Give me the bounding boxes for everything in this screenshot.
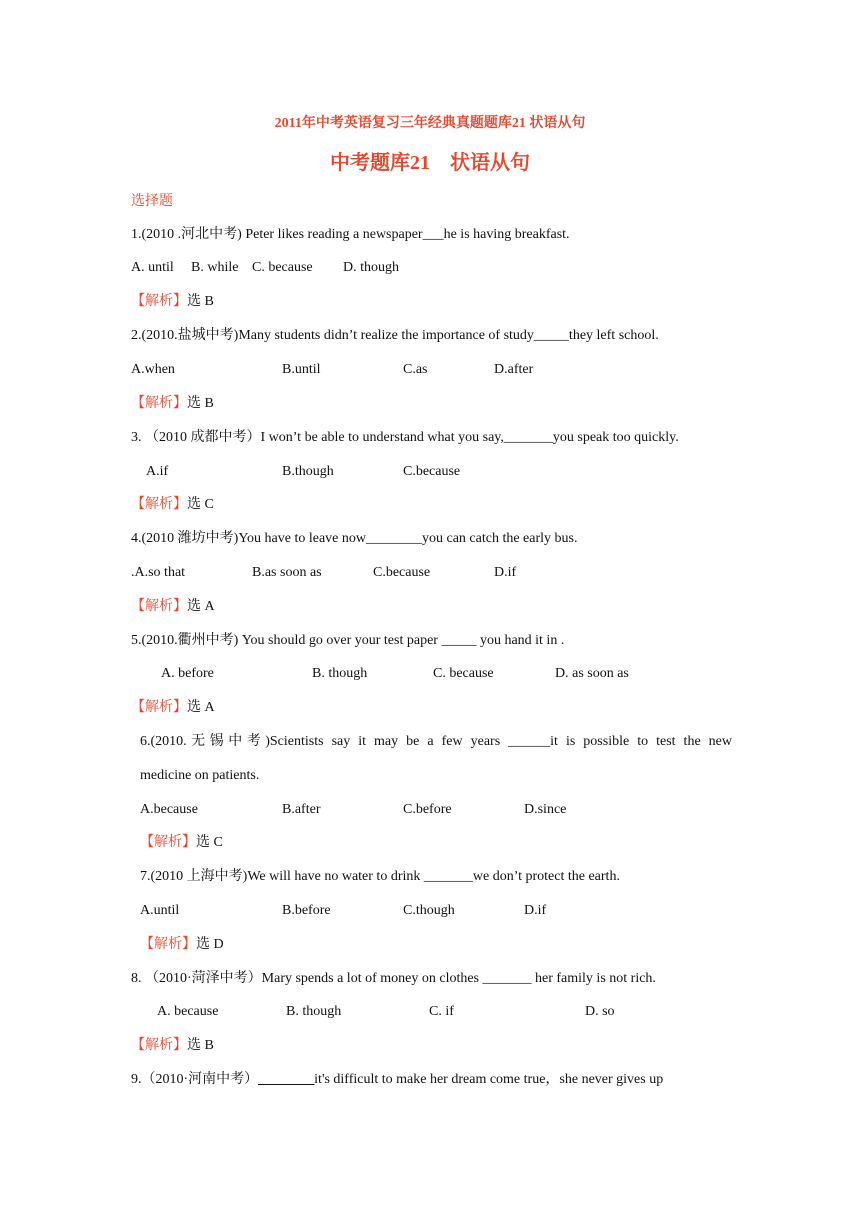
question-9-prefix: 9.（2010·河南中考）: [131, 1072, 259, 1087]
question-2-option-d: D.after: [494, 362, 534, 377]
question-8-option-c: C. if: [429, 1004, 454, 1019]
question-4-option-a: .A.so that: [131, 565, 186, 580]
answer-label: 【解析】: [131, 294, 187, 309]
document-header-title: 2011年中考英语复习三年经典真题题库21 状语从句: [274, 116, 586, 131]
question-1-answer: [131, 293, 214, 311]
answer-label: 【解析】: [140, 937, 196, 952]
answer-text: 选 B: [187, 294, 214, 309]
question-8-option-a: A. because: [157, 1004, 219, 1019]
question-2-stem: 2.(2010.盐城中考)Many students didn’t realize the importance of study_____they left school.: [131, 328, 659, 343]
question-3-option-a: A.if: [146, 464, 169, 479]
answer-label: 【解析】: [140, 835, 196, 850]
question-2-answer: [131, 395, 214, 413]
answer-text: 选 C: [187, 497, 214, 512]
answer-text: 选 D: [196, 937, 224, 952]
question-6-stem-line-1: 6.(2010.无锡中考)Scientists say it may be a few years ______it is possible to test the new: [140, 734, 732, 749]
question-3-option-b: B.though: [282, 464, 334, 479]
question-7-stem: 7.(2010 上海中考)We will have no water to drink _______we don’t protect the earth.: [140, 869, 620, 884]
question-2-option-c: C.as: [403, 362, 428, 377]
question-8-option-d: D. so: [585, 1004, 615, 1019]
question-2-option-a: A.when: [131, 362, 175, 377]
answer-text: 选 B: [187, 1038, 214, 1053]
question-6-stem-line-2: medicine on patients.: [140, 768, 260, 783]
answer-text: 选 B: [187, 396, 214, 411]
question-5-option-c: C. because: [433, 666, 494, 681]
question-1-stem: 1.(2010 .河北中考) Peter likes reading a newspaper___he is having breakfast.: [131, 227, 570, 242]
answer-label: 【解析】: [131, 599, 187, 614]
question-1-option-b: B. while: [191, 260, 239, 275]
question-7-answer: [140, 936, 224, 954]
question-3-answer: [131, 496, 214, 514]
question-7-option-c: C.though: [403, 903, 455, 918]
question-1-option-c: C. because: [252, 260, 313, 275]
question-2-option-b: B.until: [282, 362, 321, 377]
question-4-answer: [131, 598, 215, 616]
answer-text: 选 A: [187, 599, 215, 614]
question-8-stem: 8. （2010·菏泽中考）Mary spends a lot of money on clothes _______ her family is not rich.: [131, 971, 656, 986]
question-4-option-d: D.if: [494, 565, 517, 580]
answer-text: 选 A: [187, 700, 215, 715]
answer-label: 【解析】: [131, 396, 187, 411]
question-6-option-d: D.since: [524, 802, 567, 817]
answer-label: 【解析】: [131, 497, 187, 512]
question-5-option-d: D. as soon as: [555, 666, 629, 681]
question-6-option-b: B.after: [282, 802, 321, 817]
question-3-stem: 3. （2010 成都中考）I won’t be able to understand what you say,_______you speak too quickly.: [131, 430, 679, 445]
question-5-option-a: A. before: [161, 666, 214, 681]
question-7-option-a: A.until: [140, 903, 180, 918]
question-6-answer: [140, 834, 223, 852]
question-4-option-c: C.because: [373, 565, 431, 580]
question-5-answer: [131, 699, 215, 717]
answer-label: 【解析】: [131, 700, 187, 715]
question-7-option-b: B.before: [282, 903, 331, 918]
section-label: 选择题: [131, 194, 173, 209]
question-4-stem: 4.(2010 潍坊中考)You have to leave now________you can catch the early bus.: [131, 531, 578, 546]
question-1-option-d: D. though: [343, 260, 399, 275]
question-3-option-c: C.because: [403, 464, 461, 479]
question-7-option-d: D.if: [524, 903, 547, 918]
answer-label: 【解析】: [131, 1038, 187, 1053]
document-main-title: 中考题库21 状语从句: [330, 152, 530, 174]
question-9-stem: [131, 1071, 663, 1089]
question-4-option-b: B.as soon as: [252, 565, 322, 580]
answer-text: 选 C: [196, 835, 223, 850]
question-6-option-c: C.before: [403, 802, 452, 817]
question-9-text: it's difficult to make her dream come true，she never gives up: [314, 1072, 664, 1087]
question-1-option-a: A. until: [131, 260, 174, 275]
question-8-option-b: B. though: [286, 1004, 342, 1019]
question-9-blank: ________: [258, 1072, 315, 1087]
question-6-option-a: A.because: [140, 802, 198, 817]
question-8-answer: [131, 1037, 214, 1055]
question-5-stem: 5.(2010.衢州中考) You should go over your test paper _____ you hand it in .: [131, 633, 565, 648]
question-5-option-b: B. though: [312, 666, 368, 681]
